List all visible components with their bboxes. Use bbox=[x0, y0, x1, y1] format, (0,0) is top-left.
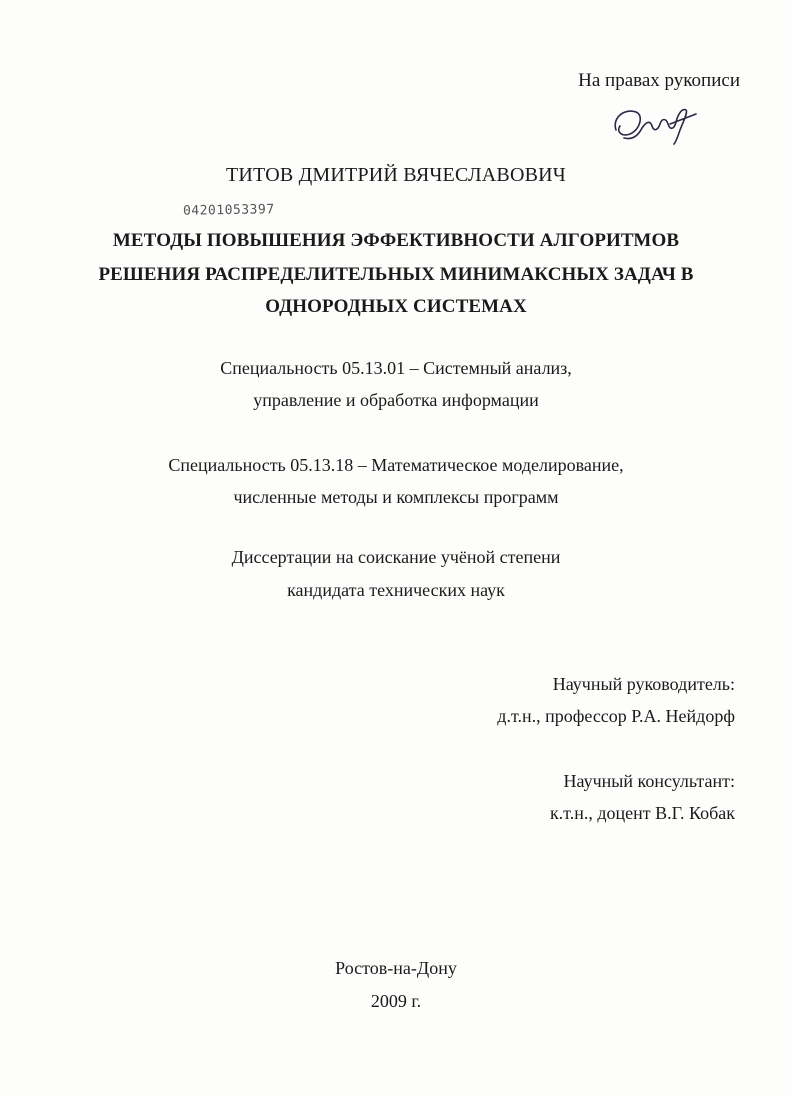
degree-line-2: кандидата технических наук bbox=[287, 580, 505, 600]
author-name: ТИТОВ ДМИТРИЙ ВЯЧЕСЛАВОВИЧ bbox=[225, 164, 566, 186]
consultant-name: к.т.н., доцент В.Г. Кобак bbox=[549, 803, 735, 823]
manuscript-rights-note: На правах рукописи bbox=[578, 70, 740, 91]
registration-stamp-number: 04201053397 bbox=[182, 202, 275, 219]
degree-line-1: Диссертации на соискание учёной степени bbox=[231, 547, 561, 567]
thesis-title-line-3: ОДНОРОДНЫХ СИСТЕМАХ bbox=[265, 296, 527, 317]
consultant-label: Научный консультант: bbox=[563, 771, 735, 791]
thesis-title-line-2: РЕШЕНИЯ РАСПРЕДЕЛИТЕЛЬНЫХ МИНИМАКСНЫХ ЗАДАЧ В bbox=[98, 264, 694, 285]
specialty-2-line-1: Специальность 05.13.18 – Математическое моделирование, bbox=[168, 455, 624, 475]
specialty-2-line-2: численные методы и комплексы программ bbox=[233, 487, 559, 507]
supervisor-label: Научный руководитель: bbox=[552, 674, 735, 694]
year: 2009 г. bbox=[370, 991, 422, 1011]
supervisor-name: д.т.н., профессор Р.А. Нейдорф bbox=[497, 706, 735, 726]
author-signature bbox=[610, 100, 700, 146]
thesis-title-line-1: МЕТОДЫ ПОВЫШЕНИЯ ЭФФЕКТИВНОСТИ АЛГОРИТМОВ bbox=[112, 230, 680, 251]
specialty-1-line-2: управление и обработка информации bbox=[253, 390, 539, 410]
city: Ростов-на-Дону bbox=[335, 958, 457, 978]
specialty-1-line-1: Специальность 05.13.01 – Системный анализ, bbox=[220, 358, 572, 378]
